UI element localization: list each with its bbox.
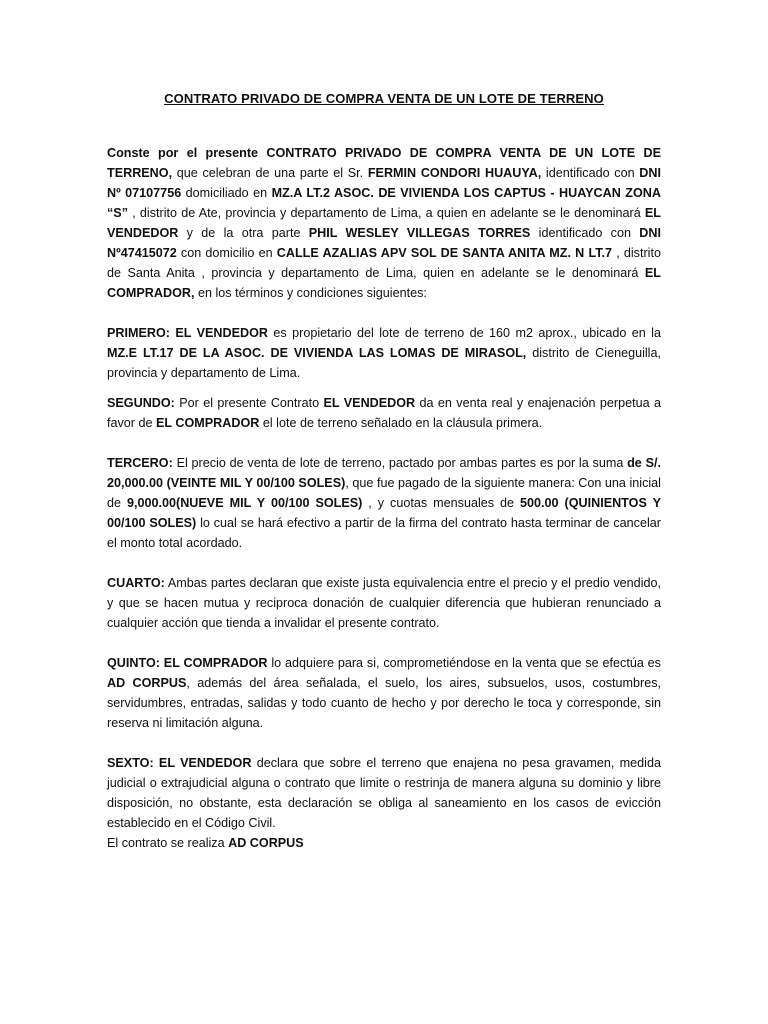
intro-text-4: identificado con	[541, 166, 640, 180]
closing-line	[107, 833, 661, 853]
buyer-address: CALLE AZALIAS APV SOL DE SANTA ANITA MZ. N LT.7	[276, 246, 613, 260]
buyer-name: PHIL WESLEY VILLEGAS TORRES	[308, 226, 531, 240]
clause-segundo-seller: EL VENDEDOR	[323, 396, 416, 410]
clause-segundo-buyer: EL COMPRADOR	[156, 416, 260, 430]
clause-primero	[107, 323, 661, 383]
total-price: de S/. 20,000.00 (VEINTE MIL Y 00/100 SOLES)	[107, 456, 661, 490]
seller-name: FERMIN CONDORI HUAUYA,	[367, 166, 542, 180]
initial-payment: 9,000.00(NUEVE MIL Y 00/100 SOLES)	[127, 496, 363, 510]
intro-text-8: , distrito de Ate, provincia y departamento de Lima, a quien en adelante se le denominará	[128, 206, 645, 220]
intro-text-2: que celebran de una parte el Sr.	[172, 166, 368, 180]
intro-text-6: domiciliado en	[181, 186, 272, 200]
clause-sexto-heading: SEXTO: EL VENDEDOR	[107, 756, 252, 770]
clause-quinto-text-4: , además del área señalada, el suelo, los aires, subsuelos, usos, costumbres, servidumbres, entradas, salidas y todo cuanto de hecho y por derecho le toca y corresponde, sin reserva ni limitación alguna.	[107, 676, 661, 730]
buyer-role: EL COMPRADOR,	[107, 266, 661, 300]
clause-cuarto-text-2: Ambas partes declaran que existe justa equivalencia entre el precio y el predio vendido, y que se hacen mutua y reciproca donación de cualquier diferencia que hubieran renunciado a cualquier acción que tienda a invalidar el presente contrato.	[107, 576, 661, 630]
buyer-dni: DNI Nº47415072	[107, 226, 661, 260]
clause-quinto	[107, 653, 661, 733]
intro-text-10: y de la otra parte	[178, 226, 309, 240]
clause-quinto-text-2: lo adquiere para si, comprometiéndose en la venta que se efectúa es	[267, 656, 661, 670]
intro-text-16: , distrito de Santa Anita , provincia y departamento de Lima, quien en adelante se le denominará	[107, 246, 661, 280]
clause-primero-text-2: es propietario del lote de terreno de 160 m2 aprox., ubicado en la	[268, 326, 661, 340]
clause-segundo-text-4: da en venta real y enajenación perpetua a favor de	[107, 396, 661, 430]
seller-dni: DNI Nº 07107756	[107, 166, 661, 200]
clause-tercero-text-4: , que fue pagado de la siguiente manera: Con una inicial de	[107, 476, 661, 510]
intro-text-18: en los términos y condiciones siguientes:	[194, 286, 427, 300]
clause-primero-text-4: distrito de Cieneguilla, provincia y departamento de Lima.	[107, 346, 661, 380]
intro-paragraph	[107, 143, 661, 303]
seller-address: MZ.A LT.2 ASOC. DE VIVIENDA LOS CAPTUS - HUAYCAN ZONA “S”	[107, 186, 661, 220]
clause-primero-heading: PRIMERO: EL VENDEDOR	[107, 326, 269, 340]
clause-tercero-text-8: lo cual se hará efectivo a partir de la firma del contrato hasta terminar de cancelar el monto total acordado.	[107, 516, 661, 550]
clause-cuarto	[107, 573, 661, 633]
clause-segundo-text-6: el lote de terreno señalado en la cláusula primera.	[259, 416, 543, 430]
intro-text-14: con domicilio en	[176, 246, 277, 260]
clause-tercero-text-6: , y cuotas mensuales de	[362, 496, 521, 510]
document-body	[107, 143, 661, 853]
closing-ad-corpus: AD CORPUS	[228, 836, 304, 850]
clause-tercero	[107, 453, 661, 553]
seller-role: EL VENDEDOR	[107, 206, 661, 240]
clause-segundo-heading: SEGUNDO:	[107, 396, 175, 410]
clause-tercero-heading: TERCERO:	[107, 456, 173, 470]
monthly-payment: 500.00 (QUINIENTOS Y 00/100 SOLES)	[107, 496, 661, 530]
closing-text: El contrato se realiza	[107, 836, 229, 850]
intro-text-12: identificado con	[530, 226, 640, 240]
clause-segundo	[107, 393, 661, 433]
clause-tercero-text-2: El precio de venta de lote de terreno, pactado por ambas partes es por la suma	[172, 456, 628, 470]
ad-corpus-term: AD CORPUS	[107, 676, 187, 690]
clause-sexto-text-2: declara que sobre el terreno que enajena no pesa gravamen, medida judicial o extrajudicial alguna o contrato que limite o restrinja de manera alguna su dominio y libre disposición, no obstante, esta declaración se obliga al saneamiento en los casos de evicción establecido en el Código Civil.	[107, 756, 661, 830]
clause-cuarto-heading: CUARTO:	[107, 576, 165, 590]
document-title: CONTRATO PRIVADO DE COMPRA VENTA DE UN LOTE DE TERRENO	[164, 91, 604, 106]
intro-text-1: Conste por el presente CONTRATO PRIVADO DE COMPRA VENTA DE UN LOTE DE TERRENO,	[107, 146, 661, 180]
clause-segundo-text-2: Por el presente Contrato	[174, 396, 324, 410]
clause-sexto	[107, 753, 661, 833]
clause-quinto-heading: QUINTO: EL COMPRADOR	[107, 656, 268, 670]
lot-location: MZ.E LT.17 DE LA ASOC. DE VIVIENDA LAS LOMAS DE MIRASOL,	[107, 346, 527, 360]
